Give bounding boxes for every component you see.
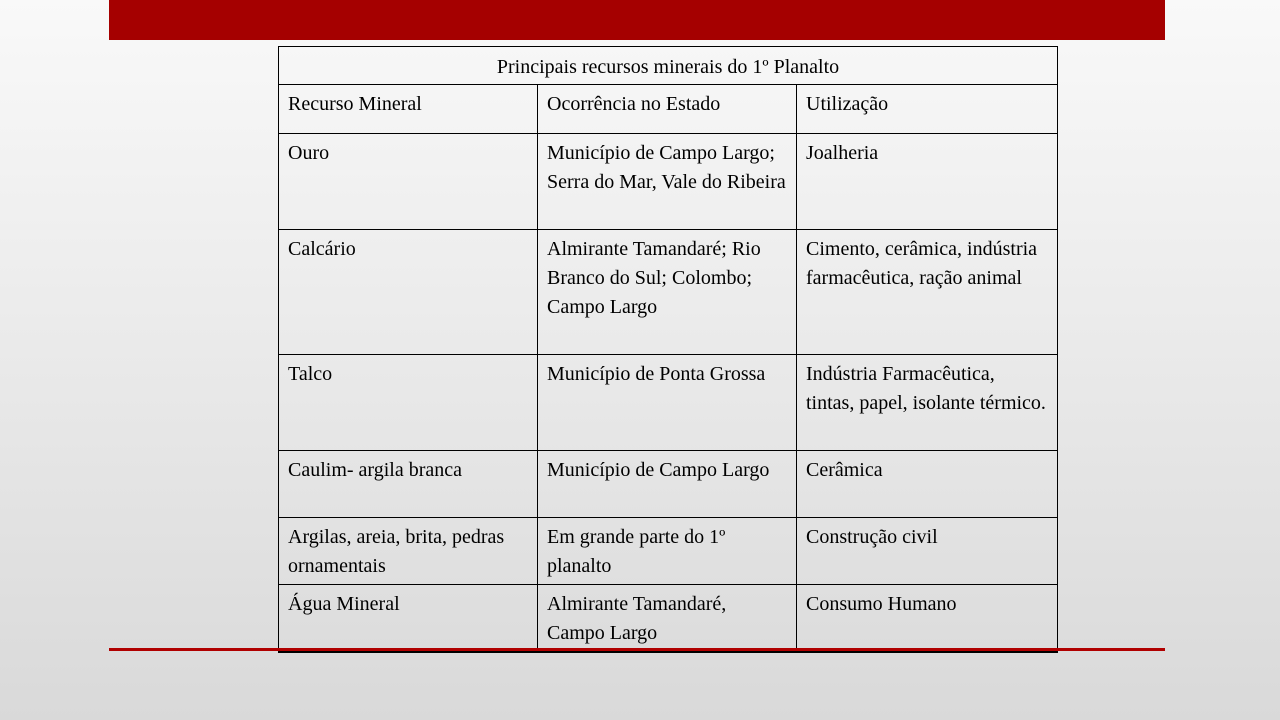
cell-mineral: Água Mineral xyxy=(279,585,538,652)
cell-use: Joalheria xyxy=(797,134,1058,230)
cell-mineral: Talco xyxy=(279,355,538,451)
cell-occurrence: Almirante Tamandaré; Rio Branco do Sul; Colombo; Campo Largo xyxy=(538,230,797,355)
table-row xyxy=(279,585,1058,652)
cell-use: Cimento, cerâmica, indústria farmacêutica, ração animal xyxy=(797,230,1058,355)
table-row xyxy=(279,355,1058,451)
minerals-table xyxy=(278,46,1058,653)
cell-mineral: Ouro xyxy=(279,134,538,230)
table-row xyxy=(279,134,1058,230)
cell-use: Construção civil xyxy=(797,518,1058,585)
table-header-row xyxy=(279,85,1058,134)
table-title-row xyxy=(279,47,1058,85)
cell-use: Indústria Farmacêutica, tintas, papel, isolante térmico. xyxy=(797,355,1058,451)
slide-header-bar xyxy=(109,0,1165,40)
cell-occurrence: Município de Ponta Grossa xyxy=(538,355,797,451)
cell-occurrence: Município de Campo Largo; Serra do Mar, Vale do Ribeira xyxy=(538,134,797,230)
table-row xyxy=(279,230,1058,355)
cell-mineral: Argilas, areia, brita, pedras ornamentais xyxy=(279,518,538,585)
cell-occurrence: Município de Campo Largo xyxy=(538,451,797,518)
cell-occurrence: Almirante Tamandaré, Campo Largo xyxy=(538,585,797,652)
table-title: Principais recursos minerais do 1º Planalto xyxy=(279,47,1058,85)
header-ocorrencia: Ocorrência no Estado xyxy=(538,85,797,134)
header-utilizacao: Utilização xyxy=(797,85,1058,134)
cell-use: Consumo Humano xyxy=(797,585,1058,652)
cell-mineral: Caulim- argila branca xyxy=(279,451,538,518)
cell-occurrence: Em grande parte do 1º planalto xyxy=(538,518,797,585)
cell-mineral: Calcário xyxy=(279,230,538,355)
header-recurso-mineral: Recurso Mineral xyxy=(279,85,538,134)
table-row xyxy=(279,451,1058,518)
slide-footer-line xyxy=(109,648,1165,651)
table-row xyxy=(279,518,1058,585)
cell-use: Cerâmica xyxy=(797,451,1058,518)
